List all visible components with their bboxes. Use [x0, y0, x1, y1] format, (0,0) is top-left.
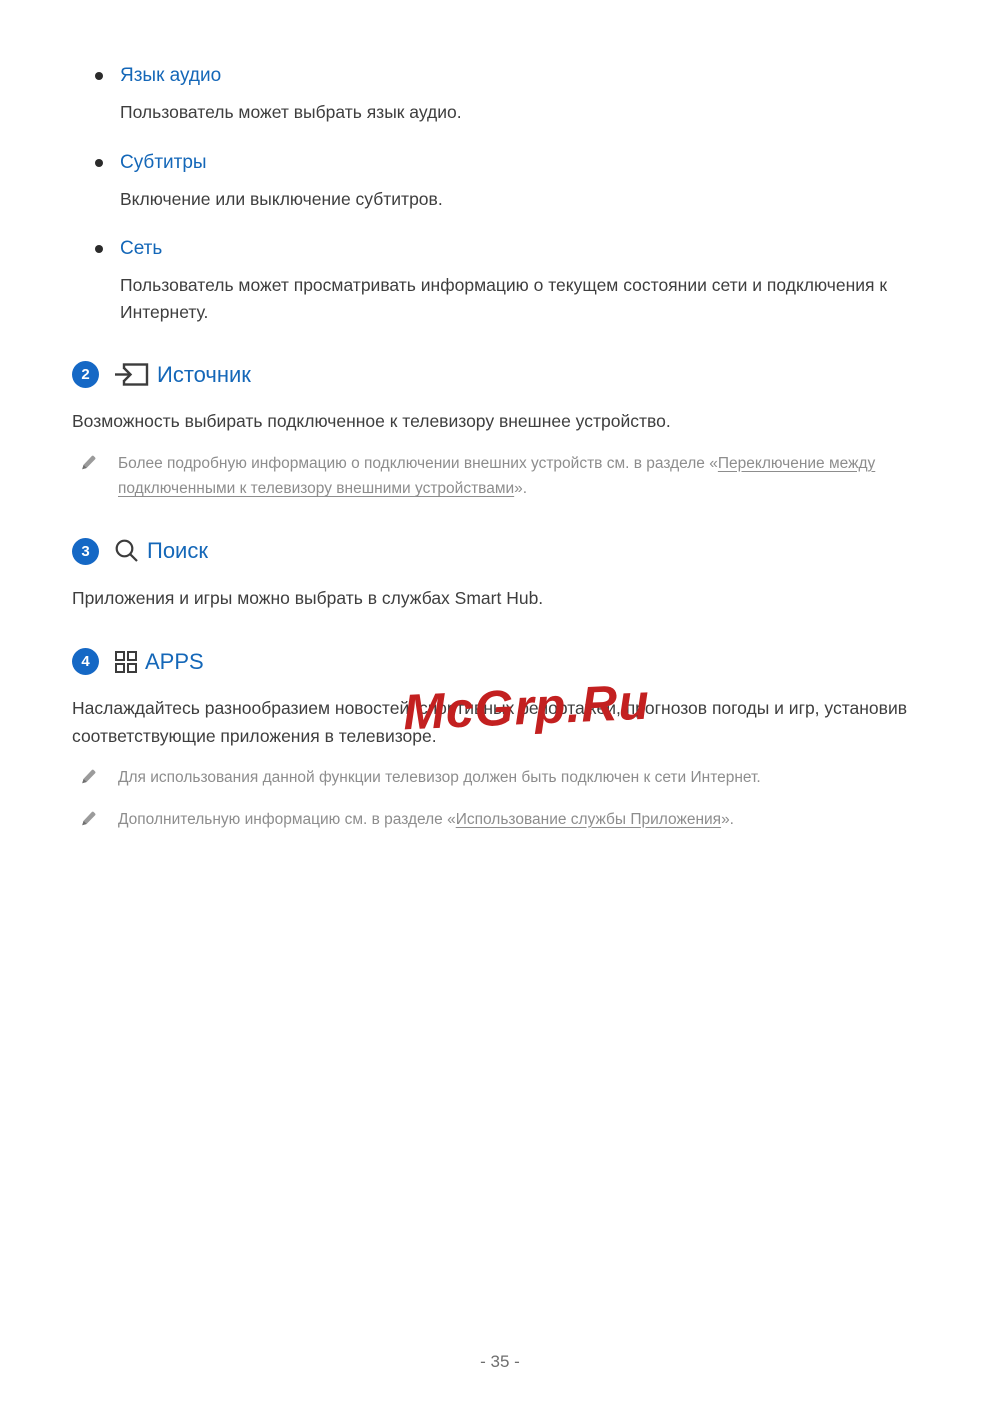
number-badge-2: 2	[72, 361, 99, 388]
apps-grid-icon	[114, 650, 138, 674]
section-title-search: Поиск	[147, 538, 208, 563]
bullet-body: Пользователь может просматривать информацию о текущем состоянии сети и подключения к Интернету.	[120, 275, 888, 322]
section-header	[72, 648, 932, 675]
search-icon	[114, 538, 140, 564]
note-suffix: ».	[514, 480, 528, 497]
bullet-title-audio-language: Язык аудио	[120, 65, 222, 86]
list-item	[72, 64, 932, 126]
list-item	[72, 151, 932, 213]
mcgrp-watermark: McGrp.Ru	[401, 673, 652, 741]
section-header	[72, 538, 932, 565]
source-icon	[114, 361, 150, 388]
pencil-icon	[80, 768, 97, 791]
note-prefix: Дополнительную информацию см. в разделе «	[118, 810, 456, 828]
section-body: Возможность выбирать подключенное к телевизору внешнее устройство.	[72, 411, 671, 431]
bullet-icon	[95, 245, 103, 253]
bullet-title-network: Сеть	[120, 238, 163, 259]
list-item	[72, 237, 932, 325]
note-text	[118, 807, 734, 833]
section-search	[72, 538, 932, 613]
note	[80, 807, 932, 833]
note-prefix: Более подробную информацию о подключении внешних устройств см. в разделе «	[118, 454, 718, 472]
section-source	[72, 361, 932, 502]
note-link-using-apps-service[interactable]: Использование службы Приложения	[455, 810, 722, 828]
section-title-apps: APPS	[145, 648, 204, 674]
number-badge-4: 4	[72, 648, 99, 675]
bullet-body: Включение или выключение субтитров.	[120, 188, 443, 209]
bullet-list	[72, 64, 932, 325]
bullet-icon	[95, 72, 103, 80]
note-text	[118, 451, 918, 502]
section-body: Наслаждайтесь разнообразием новостей, спортивных репортажей, прогнозов погоды и игр, установив соответствующие приложения в телевизоре.	[72, 698, 908, 746]
section-header	[72, 361, 932, 388]
note-text	[118, 765, 761, 791]
pencil-icon	[80, 810, 97, 833]
section-apps	[72, 648, 932, 832]
note-prefix: Для использования данной функции телевизор должен быть подключен к сети Интернет.	[118, 769, 761, 786]
section-title-source: Источник	[157, 361, 251, 387]
number-badge-3: 3	[72, 538, 99, 565]
note	[80, 451, 932, 502]
section-body: Приложения и игры можно выбрать в службах Smart Hub.	[72, 587, 544, 608]
bullet-body: Пользователь может выбрать язык аудио.	[120, 102, 462, 122]
page-number: - 35 -	[480, 1352, 520, 1371]
bullet-icon	[95, 159, 103, 167]
bullet-title-subtitles: Субтитры	[120, 151, 207, 173]
note-link-switching-devices[interactable]: Переключение между подключенными к телевизору внешними устройствами	[118, 454, 876, 497]
note-suffix: ».	[721, 810, 734, 828]
note	[80, 765, 932, 791]
pencil-icon	[80, 454, 97, 502]
